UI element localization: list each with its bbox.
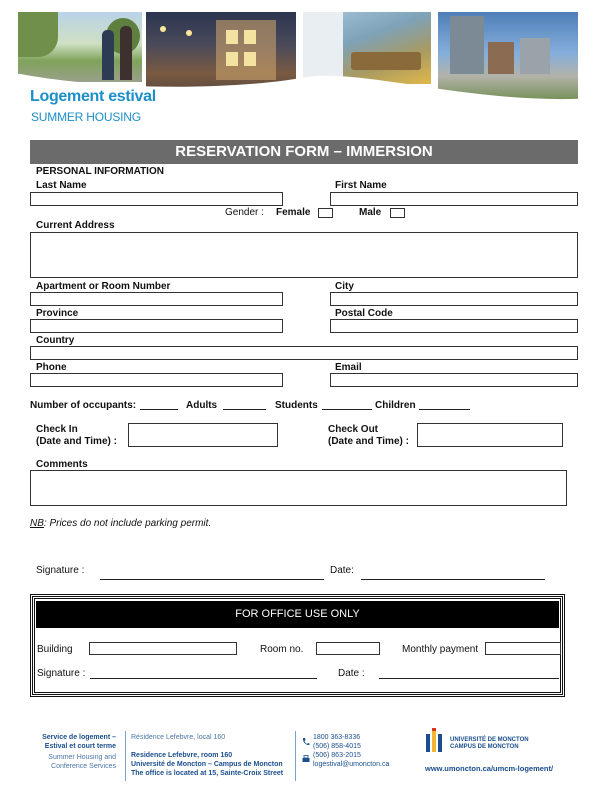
- footer-address: [131, 733, 283, 778]
- office-date-field[interactable]: [379, 678, 559, 679]
- city-label: City: [335, 281, 354, 292]
- office-signature-label: Signature :: [37, 668, 86, 679]
- check-in-label: Check In: [36, 424, 78, 435]
- phone-label: Phone: [36, 362, 67, 373]
- footer-url[interactable]: www.umoncton.ca/umcm-logement/: [425, 764, 554, 773]
- footer-address-line4: The office is located at 15, Sainte-Croix Street: [131, 770, 284, 777]
- email-label: Email: [335, 362, 362, 373]
- apartment-label: Apartment or Room Number: [36, 281, 171, 292]
- footer-service-line3: Summer Housing and: [48, 754, 116, 761]
- province-input[interactable]: [30, 319, 283, 333]
- footer-phone-1: 1800 363-8336: [313, 734, 361, 741]
- footer-service-line4: Conference Services: [51, 763, 116, 770]
- signature-field[interactable]: [100, 579, 324, 580]
- office-payment-input[interactable]: [485, 642, 561, 655]
- postal-code-label: Postal Code: [335, 308, 393, 319]
- section-personal-information: PERSONAL INFORMATION: [36, 166, 164, 177]
- comments-label: Comments: [36, 459, 88, 470]
- current-address-label: Current Address: [36, 220, 115, 231]
- check-in-input[interactable]: [128, 423, 278, 447]
- office-building-input[interactable]: [89, 642, 237, 655]
- adults-label: Adults: [186, 400, 218, 411]
- children-label: Children: [375, 400, 416, 411]
- nb-note: [30, 518, 211, 529]
- footer-service: [34, 733, 116, 771]
- signature-label: Signature :: [36, 565, 85, 576]
- footer-address-line2: Residence Lefebvre, room 160: [131, 752, 233, 759]
- footer-divider-1: [125, 731, 126, 781]
- footer-email[interactable]: logestival@umoncton.ca: [313, 761, 390, 768]
- female-checkbox[interactable]: [318, 208, 333, 218]
- adults-field[interactable]: [223, 409, 266, 410]
- phone-input[interactable]: [30, 373, 283, 387]
- brand-name-en: SUMMER HOUSING: [31, 110, 141, 124]
- check-out-sublabel: (Date and Time) :: [328, 436, 409, 447]
- office-room-label: Room no.: [260, 644, 304, 655]
- students-field[interactable]: [322, 409, 372, 410]
- country-input[interactable]: [30, 346, 578, 360]
- office-building-label: Building: [37, 644, 73, 655]
- male-label: Male: [359, 207, 382, 218]
- office-payment-label: Monthly payment: [402, 644, 479, 655]
- last-name-label: Last Name: [36, 180, 87, 191]
- students-label: Students: [275, 400, 318, 411]
- footer-address-line1: Résidence Lefebvre, local 160: [131, 734, 226, 741]
- phone-icon: [302, 737, 310, 746]
- footer-university-line2: CAMPUS DE MONCTON: [450, 744, 519, 750]
- footer-contact: [313, 733, 389, 769]
- footer-address-line3: Université de Moncton – Campus de Moncton: [131, 761, 283, 768]
- check-in-sublabel: (Date and Time) :: [36, 436, 117, 447]
- female-label: Female: [276, 207, 311, 218]
- apartment-input[interactable]: [30, 292, 283, 306]
- first-name-input[interactable]: [330, 192, 578, 206]
- nb-label: NB: [30, 518, 44, 529]
- footer-service-line2: Estival et court terme: [44, 743, 116, 750]
- date-label: Date:: [330, 565, 354, 576]
- check-out-input[interactable]: [417, 423, 563, 447]
- country-label: Country: [36, 335, 75, 346]
- brand-name-fr: Logement estival: [30, 88, 156, 105]
- footer-university: [450, 737, 529, 751]
- gender-label: Gender :: [225, 207, 264, 218]
- date-field[interactable]: [361, 579, 545, 580]
- office-date-label: Date :: [338, 668, 365, 679]
- form-title: RESERVATION FORM – IMMERSION: [30, 140, 578, 164]
- city-input[interactable]: [330, 292, 578, 306]
- university-logo: [425, 728, 447, 752]
- footer-divider-2: [295, 731, 296, 781]
- first-name-label: First Name: [335, 180, 387, 191]
- occupants-field[interactable]: [140, 409, 178, 410]
- occupants-label: Number of occupants:: [30, 400, 137, 411]
- office-use-header: FOR OFFICE USE ONLY: [36, 601, 559, 628]
- footer-fax: (506) 863-2015: [313, 752, 361, 759]
- male-checkbox[interactable]: [390, 208, 405, 218]
- footer-phone-2: (506) 858-4015: [313, 743, 361, 750]
- footer-university-line1: UNIVERSITÉ DE MONCTON: [450, 737, 529, 743]
- current-address-input[interactable]: [30, 232, 578, 278]
- office-signature-field[interactable]: [90, 678, 317, 679]
- nb-text: : Prices do not include parking permit.: [43, 518, 212, 529]
- postal-code-input[interactable]: [330, 319, 578, 333]
- footer-service-line1: Service de logement –: [42, 734, 116, 741]
- check-out-label: Check Out: [328, 424, 379, 435]
- fax-icon: [302, 755, 310, 763]
- comments-input[interactable]: [30, 470, 567, 506]
- office-room-input[interactable]: [316, 642, 380, 655]
- province-label: Province: [36, 308, 79, 319]
- last-name-input[interactable]: [30, 192, 283, 206]
- children-field[interactable]: [419, 409, 470, 410]
- email-input[interactable]: [330, 373, 578, 387]
